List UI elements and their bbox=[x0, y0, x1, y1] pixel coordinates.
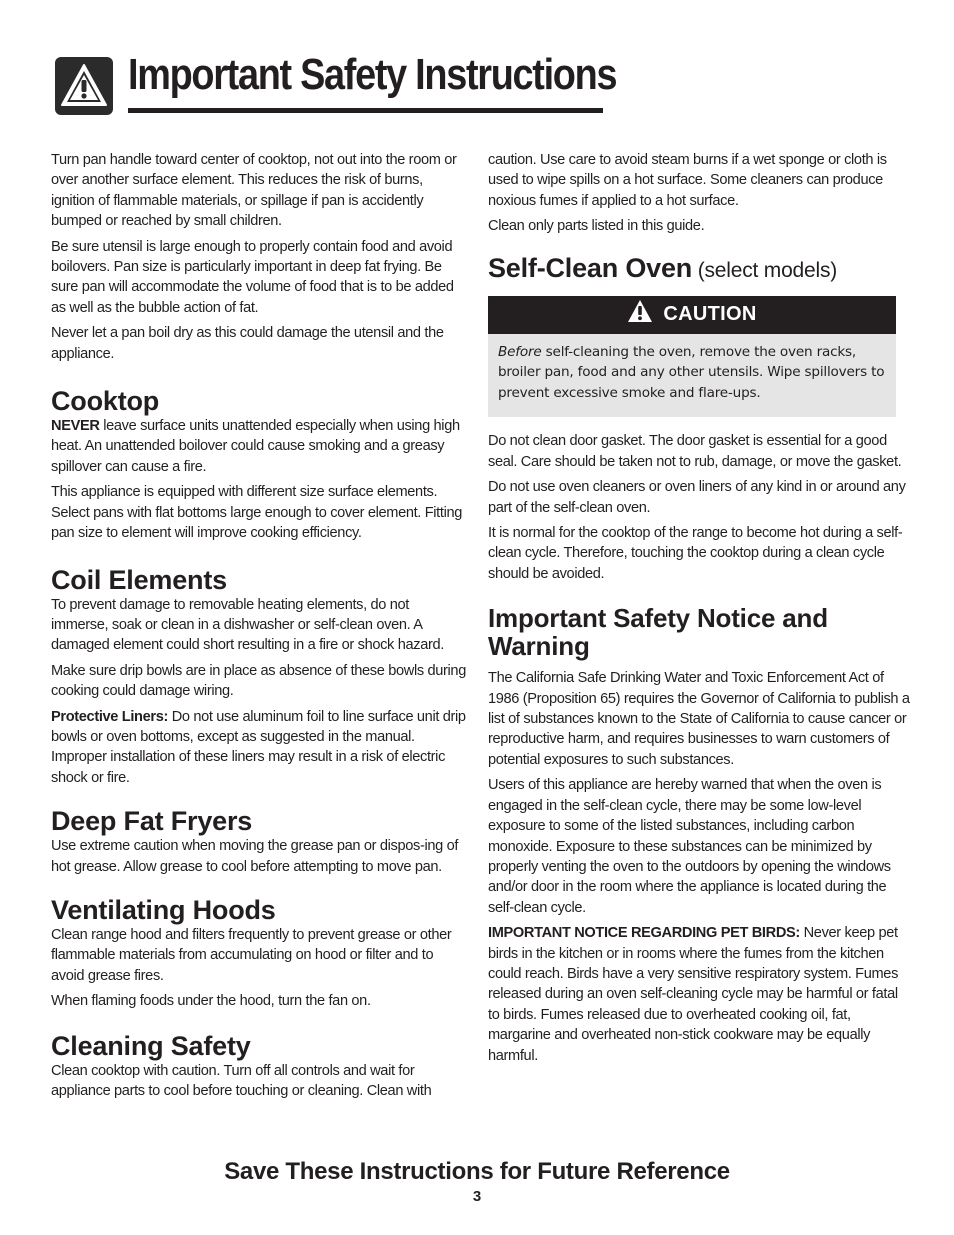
section-heading-ventilating-hoods: Ventilating Hoods bbox=[51, 894, 276, 925]
body-text: leave surface units unattended especially when using high heat. An unattended boilover could cause smoking and a greasy spillover can cause a fire. bbox=[51, 418, 460, 475]
warning-triangle-icon bbox=[55, 57, 113, 115]
caution-label: CAUTION bbox=[663, 303, 757, 326]
lead-text: IMPORTANT NOTICE REGARDING PET BIRDS: bbox=[488, 925, 800, 942]
paragraph: To prevent damage to removable heating elements, do not immerse, soak or clean in a dishwasher or self-clean oven. A damaged element could short resulting in a fire or shock hazard. bbox=[51, 596, 444, 654]
paragraph: Clean only parts listed in this guide. bbox=[488, 218, 705, 235]
caution-box bbox=[488, 296, 896, 418]
left-column bbox=[51, 150, 467, 1106]
page-number: 3 bbox=[472, 1188, 482, 1205]
section-heading-cleaning-safety: Cleaning Safety bbox=[51, 1030, 251, 1061]
section-heading-coil-elements: Coil Elements bbox=[51, 564, 227, 595]
paragraph bbox=[51, 707, 467, 789]
paragraph: Use extreme caution when moving the grease pan or dispos-ing of hot grease. Allow grease to cool before attempting to move pan. bbox=[51, 838, 459, 875]
paragraph: Clean range hood and filters frequently to prevent grease or other flammable materials from accumulating on hood or filter and to avoid grease fires. bbox=[51, 926, 452, 984]
warning-triangle-icon bbox=[627, 299, 653, 329]
paragraph: caution. Use care to avoid steam burns if a wet sponge or cloth is used to wipe spills on a hot surface. Some cleaners can produce noxious fumes if applied to a hot surface. bbox=[488, 152, 887, 209]
paragraph bbox=[51, 416, 467, 477]
paragraph: This appliance is equipped with different size surface elements. Select pans with flat bottoms large enough to cover element. Fitting pan size to element will improve cooking efficiency. bbox=[51, 484, 463, 542]
page-header bbox=[55, 50, 617, 116]
paragraph: It is normal for the cooktop of the range to become hot during a self-clean cycle. Therefore, touching the cooktop during a clean cycle should be avoided. bbox=[488, 525, 903, 582]
heading-subtext: (select models) bbox=[692, 258, 838, 282]
caution-body-text: self-cleaning the oven, remove the oven racks, broiler pan, food and any other utensils. Wipe spillovers to prevent excessive smoke and flare-ups. bbox=[498, 343, 885, 401]
paragraph: Users of this appliance are hereby warned that when the oven is engaged in the self-clean cycle, there may be some low-level exposure to some of the listed substances, including carbon monoxide. Exposure to these substances can be minimized by properly venting the oven to the outdoors by opening the windows and/or door in the room where the appliance is located during the self-clean cycle. bbox=[488, 777, 891, 916]
section-heading-deep-fat-fryers: Deep Fat Fryers bbox=[51, 806, 253, 837]
caution-text bbox=[488, 334, 896, 418]
paragraph: Be sure utensil is large enough to properly contain food and avoid boilovers. Pan size is particularly important in deep fat frying. Be sure pan will accommodate the volume of food that is to be added as well as the bubble action of fat. bbox=[51, 238, 454, 316]
body-text: Never keep pet birds in the kitchen or in rooms where the fumes from the kitchen could reach. Birds have a very sensitive respiratory system. Fumes released during an oven self-cleaning cycle may be harmful or fatal to birds. Fumes released due to overheated cooking oil, fat, margarine and overheated non-stick cookware may be equally harmful. bbox=[488, 925, 899, 1064]
paragraph: The California Safe Drinking Water and Toxic Enforcement Act of 1986 (Proposition 65) requires the Governor of California to publish a list of substances known to the State of California to cause cancer or reproductive harm, and requires businesses to warn customers of potential exposures to such substances. bbox=[488, 670, 910, 768]
paragraph: Clean cooktop with caution. Turn off all controls and wait for appliance parts to cool before touching or cleaning. Clean with bbox=[51, 1062, 432, 1099]
paragraph: Make sure drip bowls are in place as absence of these bowls during cooking could damage wiring. bbox=[51, 662, 466, 700]
right-column bbox=[488, 150, 912, 1071]
paragraph: Never let a pan boil dry as this could damage the utensil and the appliance. bbox=[51, 325, 444, 362]
lead-text: NEVER bbox=[51, 418, 100, 435]
caution-header bbox=[488, 296, 896, 334]
paragraph: Do not clean door gasket. The door gasket is essential for a good seal. Care should be taken not to rub, damage, or move the gasket. bbox=[488, 433, 902, 470]
paragraph: When flaming foods under the hood, turn the fan on. bbox=[51, 993, 371, 1010]
heading-text: Self-Clean Oven bbox=[488, 252, 693, 283]
section-heading-self-clean-oven bbox=[488, 253, 912, 286]
page-title: Important Safety Instructions bbox=[128, 50, 617, 99]
caution-lead: Before bbox=[498, 343, 542, 360]
section-heading-cooktop: Cooktop bbox=[51, 386, 160, 417]
lead-text: Protective Liners: bbox=[51, 708, 168, 725]
title-underline bbox=[128, 108, 603, 113]
save-instructions-footer: Save These Instructions for Future Reference bbox=[224, 1158, 730, 1185]
paragraph bbox=[488, 923, 912, 1066]
section-heading-safety-notice: Important Safety Notice and Warning bbox=[488, 603, 828, 662]
paragraph: Do not use oven cleaners or oven liners of any kind in or around any part of the self-clean oven. bbox=[488, 479, 906, 516]
paragraph: Turn pan handle toward center of cooktop, not out into the room or over another surface element. This reduces the risk of burns, ignition of flammable materials, or spillage if pan is accidently bumped or reached by small children. bbox=[51, 152, 457, 230]
body-text: Do not use aluminum foil to line surface unit drip bowls or oven bottoms, except as suggested in the manual. Improper installation of these liners may result in a risk of electric shock or fire. bbox=[51, 708, 466, 786]
